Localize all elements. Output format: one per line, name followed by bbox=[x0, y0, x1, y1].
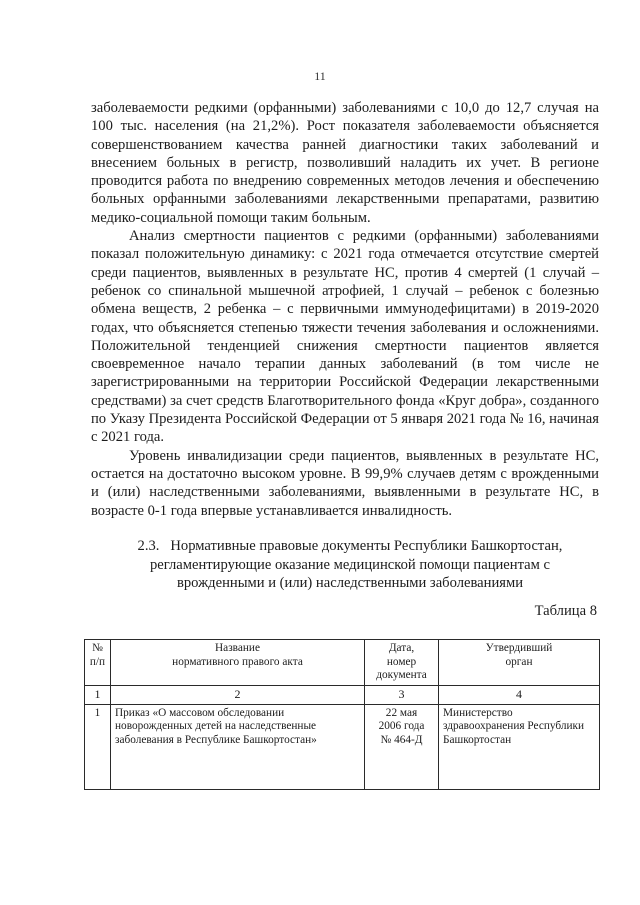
body-text bbox=[91, 99, 599, 520]
section-heading bbox=[100, 537, 600, 593]
section-heading-line: 2.3. Нормативные правовые документы Республики Башкортостан, bbox=[137, 538, 563, 554]
table-index-row bbox=[85, 685, 600, 704]
section-heading-line: врожденными и (или) наследственными заболеваниями bbox=[176, 575, 524, 591]
header-date: Дата, номер документа bbox=[365, 640, 439, 686]
index-cell: 1 bbox=[85, 685, 111, 704]
row-document-date: 22 мая 2006 года № 464-Д bbox=[365, 704, 439, 789]
row-approving-organ: Министерство здравоохранения Республики Башкортостан bbox=[439, 704, 600, 789]
page-number: 11 bbox=[314, 69, 326, 83]
paragraph-disability: Уровень инвалидизации среди пациентов, выявленных в результате НС, остается на достаточно высоком уровне. В 99,9% случаев детям с врожденными и (или) наследственными заболеваниями, выявленными в результате НС, в возрасте 0-1 года впервые устанавливается инвалидность. bbox=[91, 447, 599, 519]
table-row bbox=[85, 704, 600, 789]
table-header-row bbox=[85, 640, 600, 686]
paragraph-incidence: заболеваемости редкими (орфанными) заболеваниями с 10,0 до 12,7 случая на 100 тыс. населения (на 21,2%). Рост показателя заболеваемости объясняется совершенствованием качества ранней диагностики таких заболеваний и внесением больных в регистр, позволивший наладить их учет. В регионе проводится работа по внедрению современных методов лечения и обеспечению больных орфанными заболеваниями лекарственными препаратами, развитию медико-социальной помощи таким больным. bbox=[91, 100, 599, 226]
index-cell: 2 bbox=[111, 685, 365, 704]
header-number: № п/п bbox=[85, 640, 111, 686]
index-cell: 4 bbox=[439, 685, 600, 704]
header-name: Название нормативного правого акта bbox=[111, 640, 365, 686]
section-heading-line: регламентирующие оказание медицинской помощи пациентам с bbox=[149, 556, 550, 573]
index-cell: 3 bbox=[365, 685, 439, 704]
header-organization: Утвердивший орган bbox=[439, 640, 600, 686]
row-number: 1 bbox=[85, 704, 111, 789]
paragraph-mortality: Анализ смертности пациентов с редкими (орфанными) заболеваниями показал положительную динамику: с 2021 года отмечается отсутствие смертей среди пациентов, выявленных в результате НС, против 4 смертей (1 случай – ребенок со спинальной мышечной атрофией, 1 случай – ребенок с болезнью обмена веществ, 2 ребенка – с первичными иммунодефицитами) в 2019-2020 годах, что объясняется степенью тяжести течения заболевания и осложнениями. Положительной тенденцией снижения смертности пациентов является своевременное начало терапии данных заболеваний (в том числе не зарегистрированными на территории Российской Федерации лекарственными средствами) за счет средств Благотворительного фонда «Круг добра», созданного по Указу Президента Российской Федерации от 5 января 2021 года № 16, начиная с 2021 года. bbox=[91, 228, 599, 446]
table-caption: Таблица 8 bbox=[534, 603, 597, 619]
row-document-name: Приказ «О массовом обследовании новорожденных детей на наследственные заболевания в Республике Башкортостан» bbox=[111, 704, 365, 789]
regulatory-documents-table bbox=[84, 639, 600, 790]
